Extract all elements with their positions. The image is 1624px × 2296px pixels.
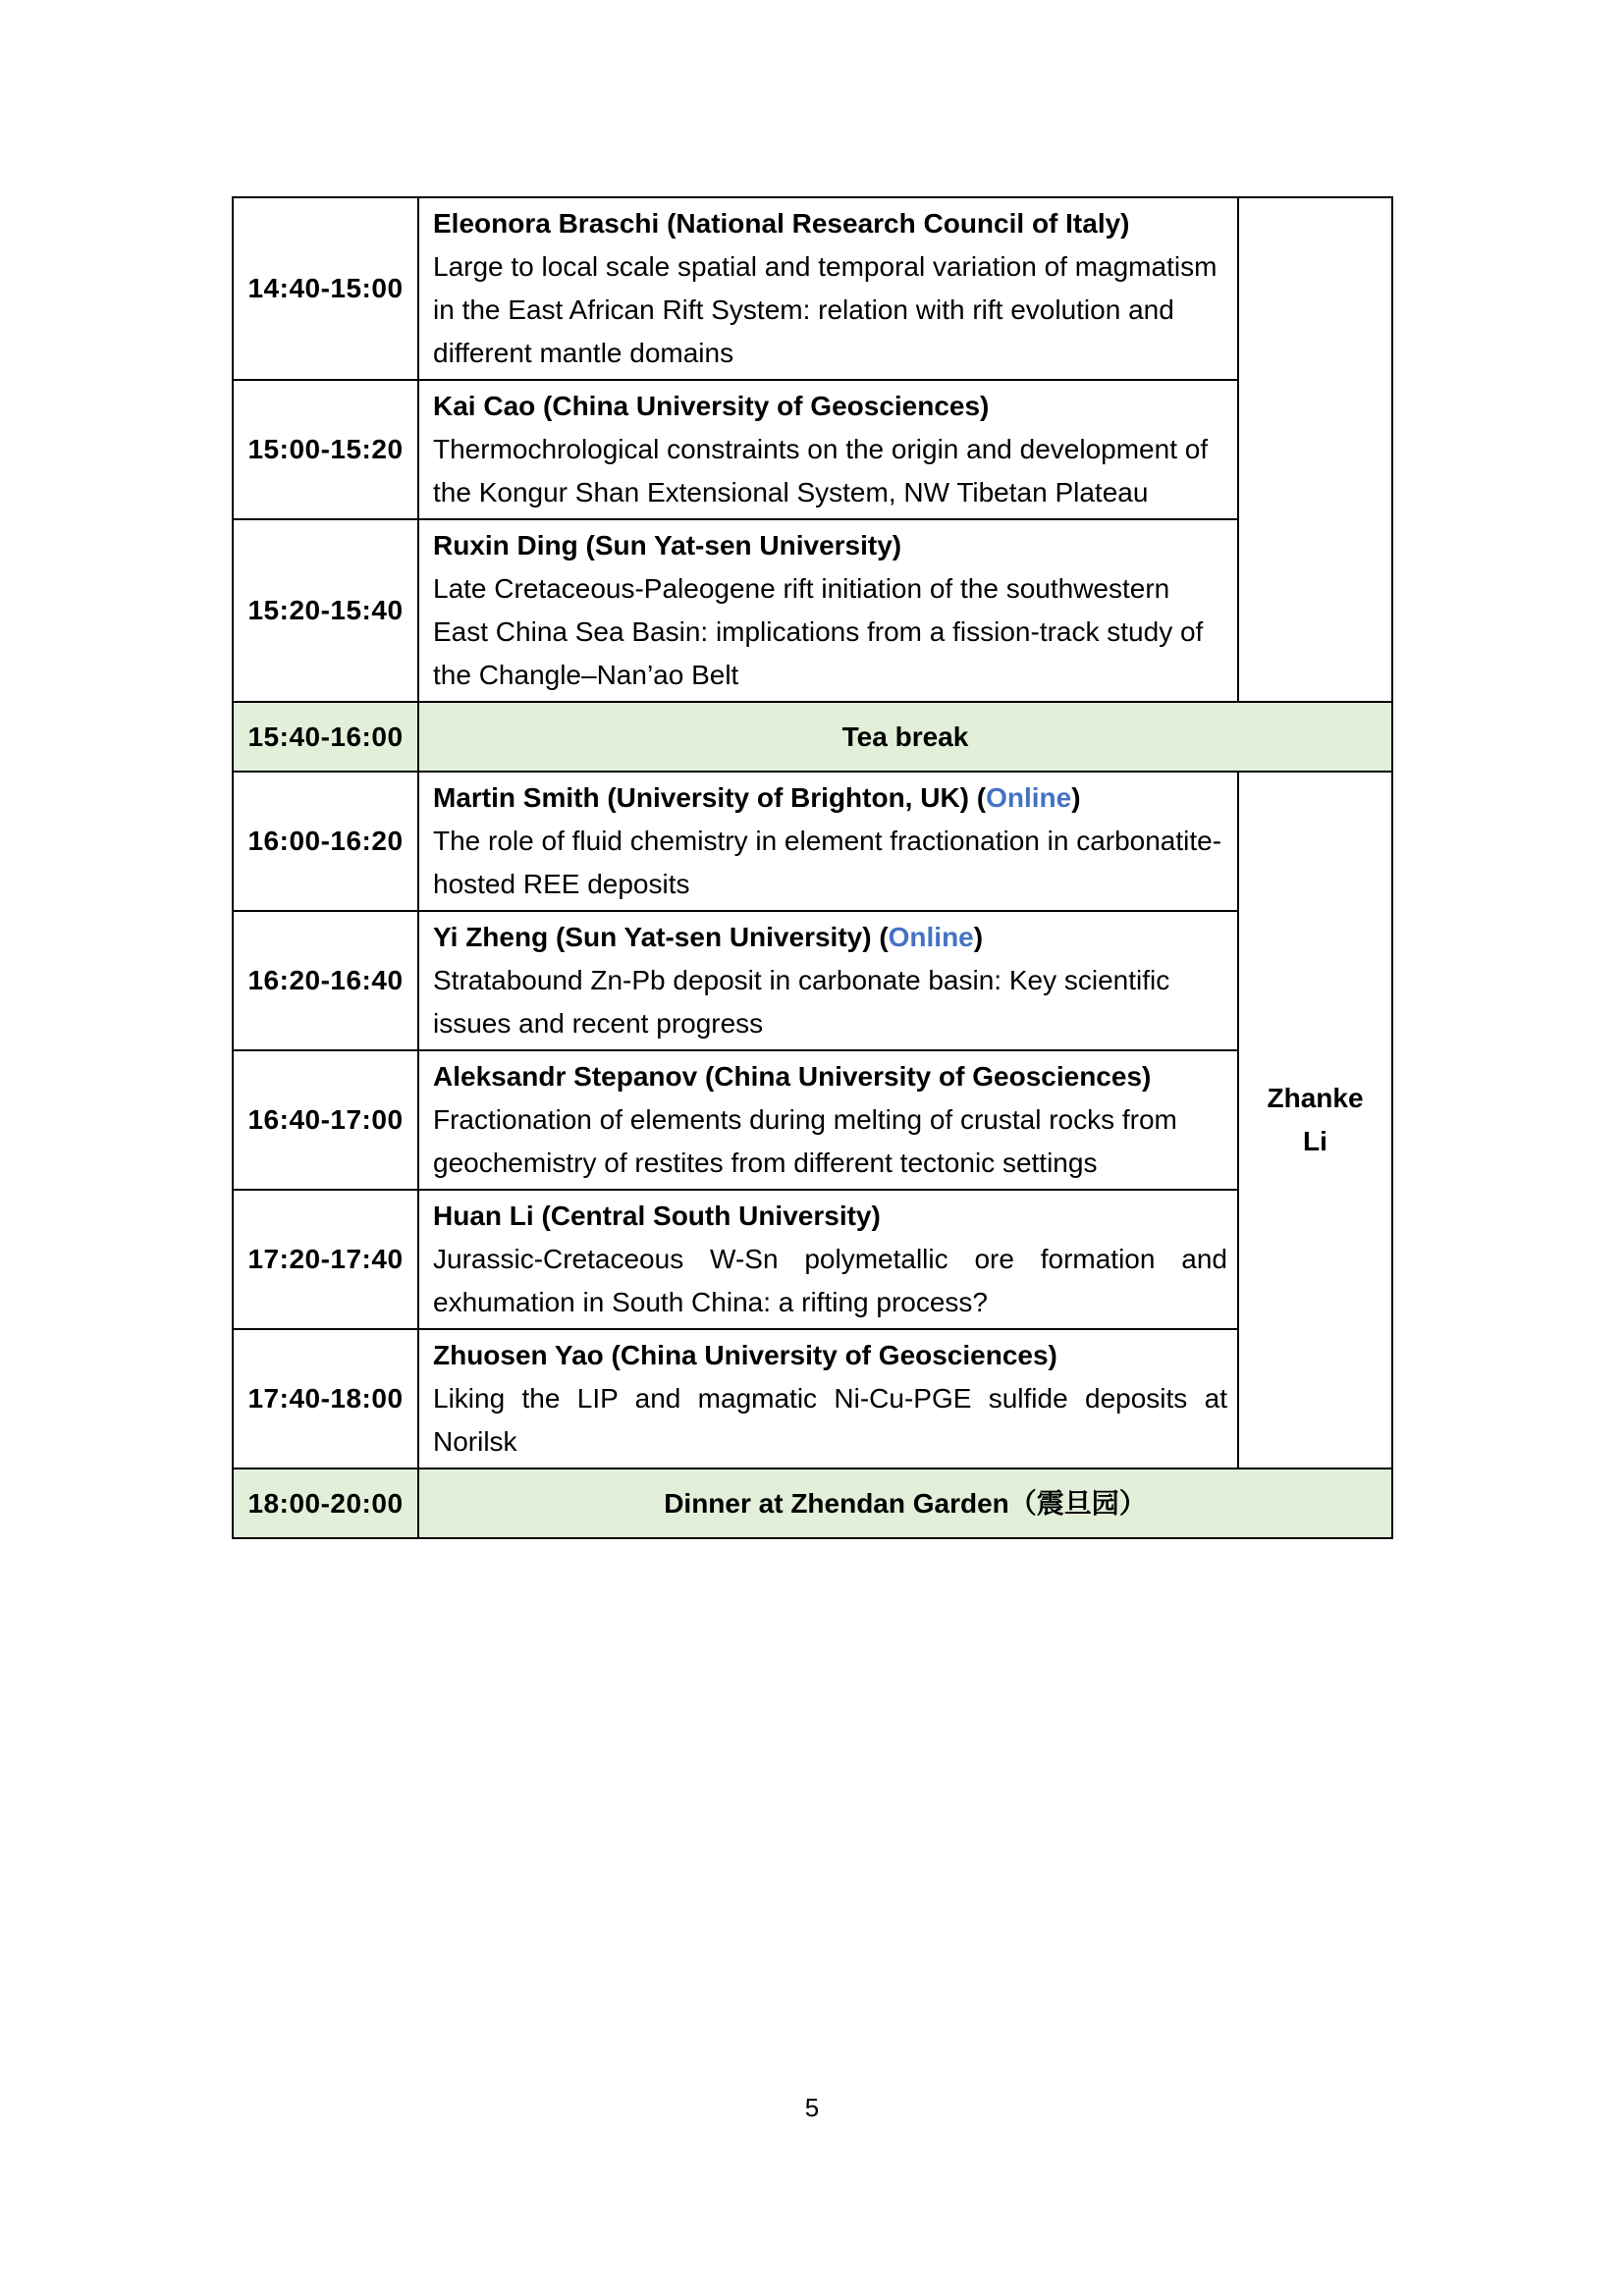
tea-break-row <box>233 702 1392 772</box>
talk-cell <box>418 1050 1238 1190</box>
time-cell: 14:40-15:00 <box>233 197 418 380</box>
online-label: Online <box>986 782 1072 813</box>
speaker-name: Eleonora Braschi (National Research Council of Italy) <box>433 208 1130 239</box>
dinner-row <box>233 1468 1392 1538</box>
schedule-row <box>233 1190 1392 1329</box>
schedule-row <box>233 519 1392 702</box>
talk-title: Liking the LIP and magmatic Ni-Cu-PGE sulfide deposits at Norilsk <box>433 1383 1227 1457</box>
time-cell: 15:40-16:00 <box>233 702 418 772</box>
time-cell: 16:40-17:00 <box>233 1050 418 1190</box>
speaker-text: Yi Zheng (Sun Yat-sen University) ( <box>433 922 889 952</box>
talk-cell <box>418 772 1238 911</box>
talk-cell <box>418 519 1238 702</box>
dinner-label: Dinner at Zhendan Garden（震旦园） <box>418 1468 1392 1538</box>
speaker-name: Kai Cao (China University of Geosciences) <box>433 391 990 421</box>
talk-title: Jurassic-Cretaceous W-Sn polymetallic ore formation and exhumation in South China: a rifting process? <box>433 1244 1227 1317</box>
talk-title: The role of fluid chemistry in element fractionation in carbonatite-hosted REE deposits <box>433 826 1222 899</box>
speaker-text: ) <box>973 922 984 952</box>
speaker-text: Martin Smith (University of Brighton, UK) ( <box>433 782 987 813</box>
talk-title: Thermochrological constraints on the origin and development of the Kongur Shan Extensional System, NW Tibetan Plateau <box>433 434 1209 507</box>
schedule-row <box>233 1050 1392 1190</box>
schedule-row <box>233 1329 1392 1468</box>
time-cell: 15:20-15:40 <box>233 519 418 702</box>
time-cell: 17:40-18:00 <box>233 1329 418 1468</box>
speaker-text: ) <box>1071 782 1081 813</box>
speaker-name: Zhuosen Yao (China University of Geosciences) <box>433 1340 1057 1370</box>
time-cell: 15:00-15:20 <box>233 380 418 519</box>
online-label: Online <box>888 922 974 952</box>
speaker-name: Huan Li (Central South University) <box>433 1201 881 1231</box>
speaker-name <box>433 916 1227 959</box>
chair-cell-empty <box>1238 197 1392 702</box>
talk-title: Large to local scale spatial and temporal variation of magmatism in the East African Rift System: relation with rift evolution and different mantle domains <box>433 251 1218 368</box>
time-cell: 18:00-20:00 <box>233 1468 418 1538</box>
time-cell: 16:20-16:40 <box>233 911 418 1050</box>
talk-title: Fractionation of elements during melting of crustal rocks from geochemistry of restites from different tectonic settings <box>433 1104 1177 1178</box>
tea-break-label: Tea break <box>418 702 1392 772</box>
talk-cell <box>418 380 1238 519</box>
talk-cell <box>418 197 1238 380</box>
talk-cell <box>418 911 1238 1050</box>
chair-cell: Zhanke Li <box>1238 772 1392 1468</box>
page-number: 5 <box>804 2093 820 2122</box>
talk-title: Late Cretaceous-Paleogene rift initiation of the southwestern East China Sea Basin: implications from a fission-track study of the Changle–Nan’ao Belt <box>433 573 1204 690</box>
speaker-name: Ruxin Ding (Sun Yat-sen University) <box>433 530 902 561</box>
schedule-row <box>233 911 1392 1050</box>
talk-cell <box>418 1329 1238 1468</box>
talk-title: Stratabound Zn-Pb deposit in carbonate basin: Key scientific issues and recent progress <box>433 965 1170 1039</box>
speaker-name: Aleksandr Stepanov (China University of Geosciences) <box>433 1061 1152 1092</box>
time-cell: 17:20-17:40 <box>233 1190 418 1329</box>
schedule-row <box>233 772 1392 911</box>
talk-cell <box>418 1190 1238 1329</box>
program-table <box>232 196 1393 1539</box>
speaker-name <box>433 776 1227 820</box>
time-cell: 16:00-16:20 <box>233 772 418 911</box>
schedule-row <box>233 197 1392 380</box>
schedule-row <box>233 380 1392 519</box>
